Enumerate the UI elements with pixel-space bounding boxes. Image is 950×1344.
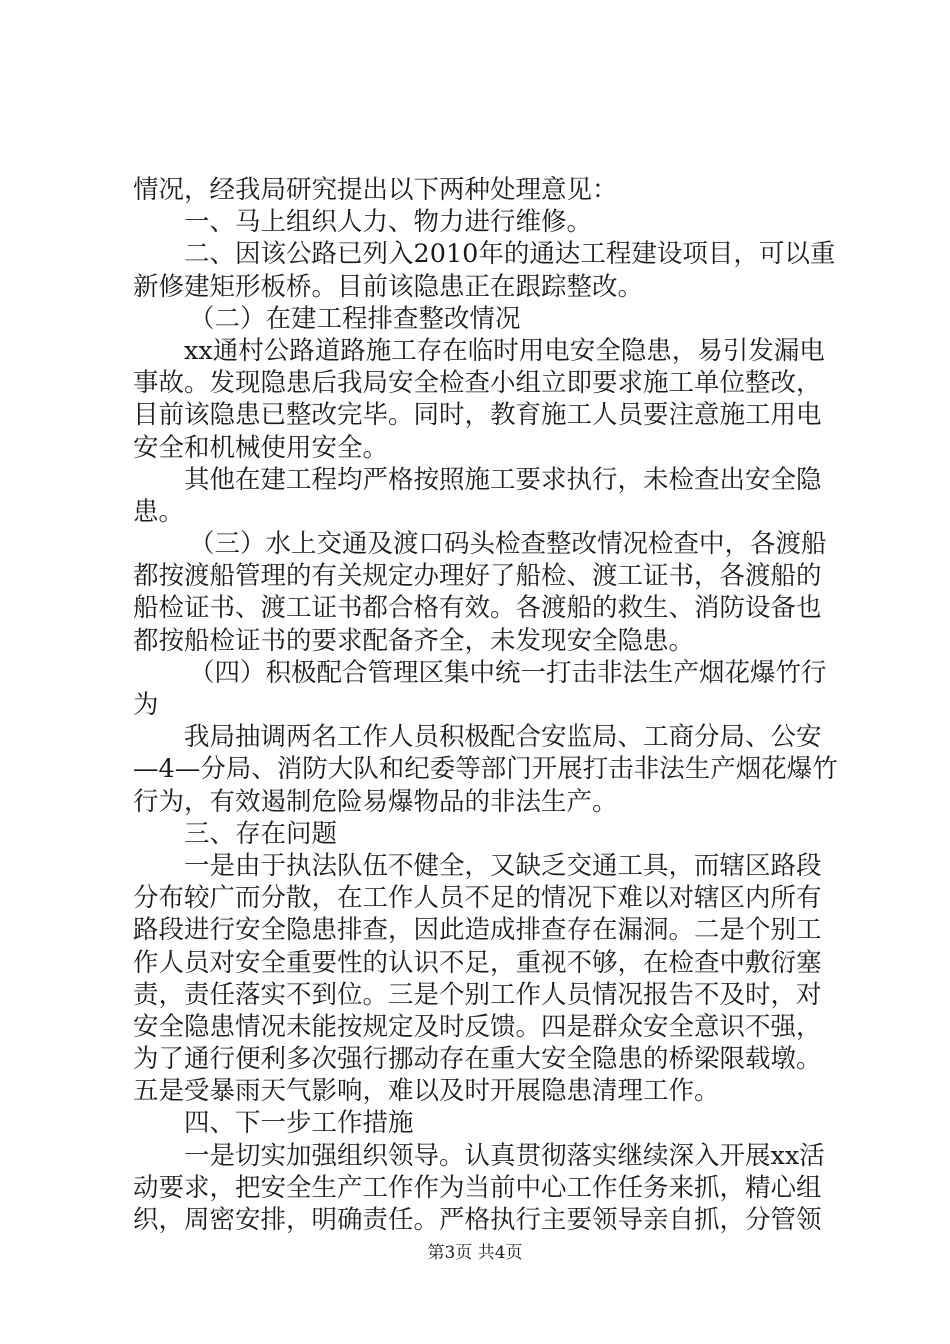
section-heading: 四、下一步工作措施 [184,1108,414,1139]
text-line: 责，责任落实不到位。三是个别工作人员情况报告不及时，对 [133,979,822,1010]
text-line: 为 [133,690,159,720]
text-line: 其他在建工程均严格按照施工要求执行，未检查出安全隐 [184,464,822,495]
text-line: 为了通行便利多次强行挪动存在重大安全隐患的桥梁限载墩。 [133,1044,822,1075]
text-line: 作人员对安全重要性的认识不足，重视不够，在检查中敷衍塞 [133,947,822,978]
section-heading: （三）水上交通及渡口码头检查整改情况检查中，各渡船 [189,529,827,560]
text-line: 目前该隐患已整改完毕。同时，教育施工人员要注意施工用电 [133,400,822,431]
text-line: 事故。发现隐患后我局安全检查小组立即要求施工单位整改， [133,368,822,399]
section-heading: 三、存在问题 [184,818,338,849]
text-line: 安全和机械使用安全。 [133,432,389,463]
text-line: 安全隐患情况未能按规定及时反馈。四是群众安全意识不强， [133,1011,822,1042]
text-line: 患。 [133,496,185,527]
text-line: 我局抽调两名工作人员积极配合安监局、工商分局、公安 [184,722,822,753]
text-line: 都按渡船管理的有关规定办理好了船检、渡工证书，各渡船的 [133,561,822,592]
text-line: 新修建矩形板桥。目前该隐患正在跟踪整改。 [133,271,644,302]
text-line: 都按船检证书的要求配备齐全，未发现安全隐患。 [133,625,695,656]
text-line: 一、马上组织人力、物力进行维修。 [184,207,593,238]
text-line: xx通村公路道路施工存在临时用电安全隐患，易引发漏电 [184,335,825,366]
text-line: 一是由于执法队伍不健全，又缺乏交通工具，而辖区路段 [184,850,822,881]
text-line: 行为，有效遏制危险易爆物品的非法生产。 [133,786,618,817]
text-line: 船检证书、渡工证书都合格有效。各渡船的救生、消防设备也 [133,593,822,624]
text-line: 一是切实加强组织领导。认真贯彻落实继续深入开展xx活 [184,1140,825,1171]
page-number: 第3页 共4页 [427,1243,523,1263]
text-line: 路段进行安全隐患排查，因此造成排查存在漏洞。二是个别工 [133,915,822,946]
body-text [133,174,838,1236]
text-line: 五是受暴雨天气影响，难以及时开展隐患清理工作。 [133,1076,720,1107]
text-line: 分布较广而分散，在工作人员不足的情况下难以对辖区内所有 [133,883,822,914]
text-line: 二、因该公路已列入2010年的通达工程建设项目，可以重 [184,239,836,270]
text-line: 织，周密安排，明确责任。严格执行主要领导亲自抓，分管领 [133,1205,822,1235]
text-line: 情况，经我局研究提出以下两种处理意见： [133,175,618,205]
text-line: 动要求，把安全生产工作作为当前中心工作任务来抓，精心组 [133,1172,822,1203]
text-line: —4—分局、消防大队和纪委等部门开展打击非法生产烟花爆竹 [133,754,838,785]
section-heading: （四）积极配合管理区集中统一打击非法生产烟花爆竹行 [189,657,827,688]
section-heading: （二）在建工程排查整改情况 [189,303,521,334]
page-footer [0,1242,950,1264]
